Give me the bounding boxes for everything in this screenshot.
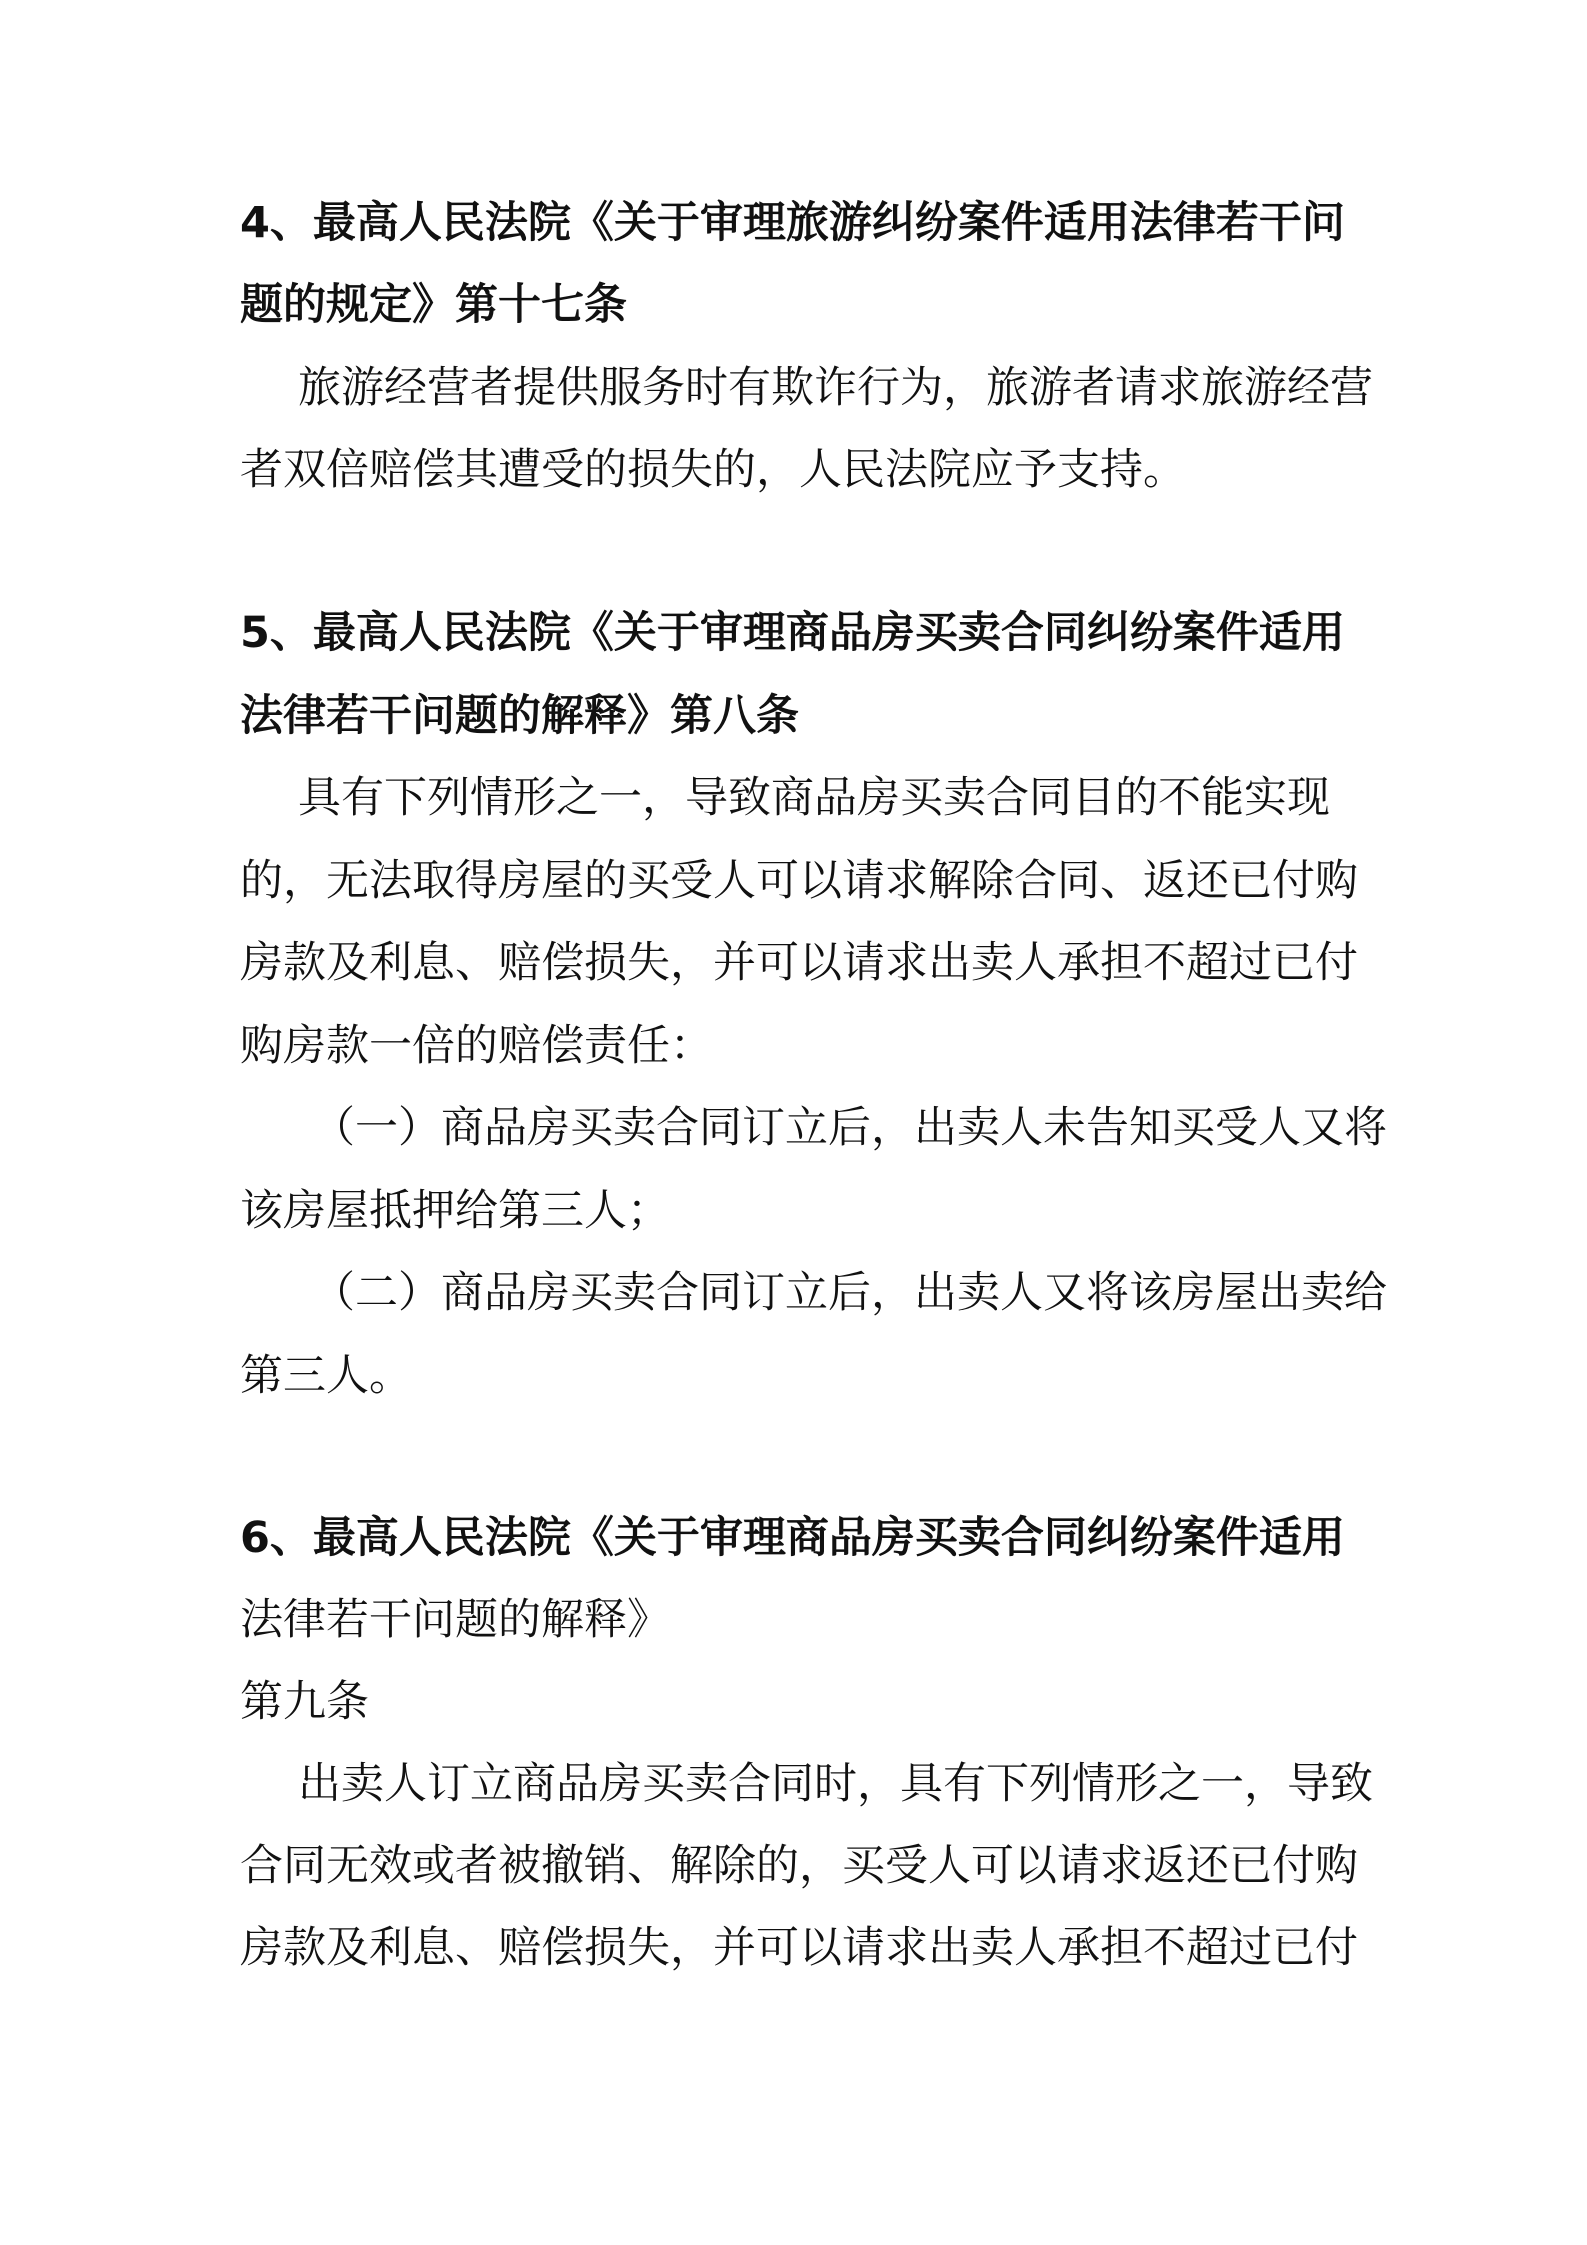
paragraph-line: （二）商品房买卖合同订立后，出卖人又将该房屋出卖给 (312, 1268, 1387, 1318)
section-heading: 法律若干问题的解释》第八条 (240, 691, 799, 741)
paragraph-line: 该房屋抵押给第三人； (240, 1186, 670, 1236)
section-heading: 6、最高人民法院《关于审理商品房买卖合同纠纷案件适用 (240, 1513, 1345, 1563)
paragraph-line: 房款及利息、赔偿损失，并可以请求出卖人承担不超过已付 (240, 1923, 1358, 1973)
section-heading: 4、最高人民法院《关于审理旅游纠纷案件适用法律若干问 (240, 198, 1345, 248)
paragraph-line: 合同无效或者被撤销、解除的，买受人可以请求返还已付购 (240, 1841, 1358, 1891)
paragraph-line: 旅游经营者提供服务时有欺诈行为，旅游者请求旅游经营 (298, 363, 1373, 413)
paragraph-line: 者双倍赔偿其遭受的损失的，人民法院应予支持。 (240, 445, 1186, 495)
paragraph-line: 房款及利息、赔偿损失，并可以请求出卖人承担不超过已付 (240, 938, 1358, 988)
paragraph-line: 第三人。 (240, 1351, 412, 1401)
paragraph-line: 的，无法取得房屋的买受人可以请求解除合同、返还已付购 (240, 856, 1358, 906)
paragraph-line: 出卖人订立商品房买卖合同时，具有下列情形之一，导致 (298, 1759, 1373, 1809)
section-heading: 法律若干问题的解释》 (240, 1595, 670, 1645)
section-heading: 题的规定》第十七条 (240, 280, 627, 330)
paragraph-line: （一）商品房买卖合同订立后，出卖人未告知买受人又将 (312, 1103, 1387, 1153)
paragraph-line: 购房款一倍的赔偿责任： (240, 1021, 713, 1071)
paragraph-line: 具有下列情形之一，导致商品房买卖合同目的不能实现 (298, 773, 1330, 823)
section-heading: 第九条 (240, 1677, 369, 1727)
section-heading: 5、最高人民法院《关于审理商品房买卖合同纠纷案件适用 (240, 608, 1345, 658)
